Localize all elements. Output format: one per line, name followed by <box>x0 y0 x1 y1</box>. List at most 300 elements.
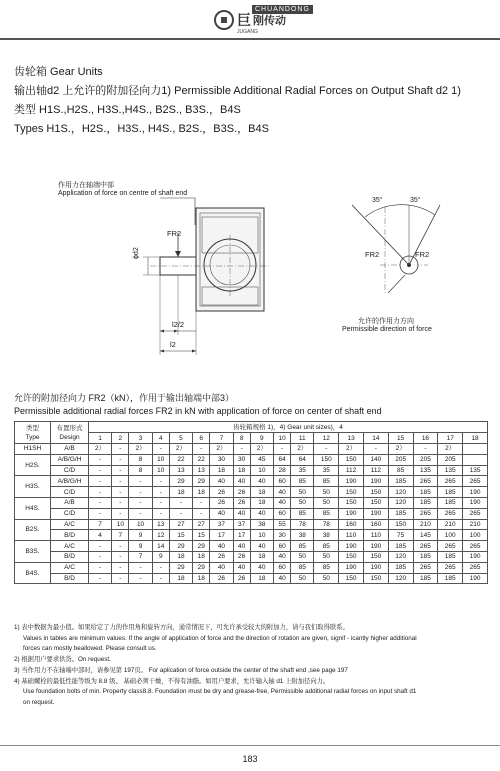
value-cell: 150 <box>363 497 388 508</box>
value-cell: 265 <box>413 476 438 487</box>
col-header-design-cn: 布置形式 <box>56 424 83 432</box>
size-header-cell: 11 <box>291 433 314 444</box>
value-cell: 40 <box>233 476 250 487</box>
size-header-cell: 17 <box>438 433 463 444</box>
value-cell: - <box>129 497 152 508</box>
page-header <box>0 0 500 40</box>
gearbox-drawing <box>0 175 500 375</box>
l2-half-label: l2/2 <box>172 320 185 329</box>
figure-caption-left-cn: 作用力在轴端中部 <box>58 182 114 189</box>
value-cell: 18 <box>193 487 210 498</box>
value-cell: - <box>129 476 152 487</box>
angle-right-label: 35° <box>410 197 421 204</box>
value-cell: - <box>169 497 192 508</box>
value-cell: 85 <box>291 541 314 552</box>
value-cell: 40 <box>210 508 233 519</box>
value-cell: 26 <box>210 497 233 508</box>
value-cell: 18 <box>169 573 192 584</box>
d2-label: ϕd2 <box>133 247 140 259</box>
value-cell: 85 <box>388 465 413 476</box>
design-cell: A/C <box>51 562 89 573</box>
value-cell: 190 <box>363 476 388 487</box>
value-cell: - <box>152 573 169 584</box>
note-3: 3) 当作用力不在轴端中部时，请参见第 197页。 For aplication of force outside the center of the shaft end ,see page 197 <box>14 666 348 674</box>
value-cell: 85 <box>314 508 339 519</box>
value-cell: - <box>193 508 210 519</box>
value-cell: 30 <box>210 454 233 465</box>
value-cell: 265 <box>463 476 488 487</box>
value-cell: 2） <box>210 444 233 455</box>
value-cell: 9 <box>152 551 169 562</box>
brand-name-cn2: 刚传动 <box>253 14 286 27</box>
value-cell: 85 <box>291 562 314 573</box>
type-cell: B2S. <box>15 519 51 541</box>
value-cell: - <box>169 508 192 519</box>
value-cell: 60 <box>273 476 290 487</box>
value-cell: 210 <box>438 519 463 530</box>
value-cell: 29 <box>169 476 192 487</box>
value-cell: - <box>129 508 152 519</box>
size-header-cell: 16 <box>413 433 438 444</box>
value-cell: 40 <box>210 541 233 552</box>
value-cell: - <box>152 444 169 455</box>
value-cell: - <box>112 487 129 498</box>
value-cell <box>463 444 488 455</box>
value-cell: - <box>112 476 129 487</box>
value-cell: 190 <box>463 497 488 508</box>
table-row <box>15 465 488 476</box>
size-header-cell: 1 <box>89 433 112 444</box>
figure-caption-right-en: Permissible direction of force <box>342 326 432 333</box>
title-line-2: 输出轴d2 上允许的附加径向力1) Permissible Additional Radial Forces on Output Shaft d2 1) <box>14 85 461 97</box>
note-1-en-b: forces can mostly beallowed. Please consult us. <box>23 645 157 653</box>
value-cell: 18 <box>169 551 192 562</box>
value-cell: 190 <box>363 541 388 552</box>
value-cell: - <box>89 551 112 562</box>
type-cell: H4S. <box>15 497 51 519</box>
value-cell: 2） <box>388 444 413 455</box>
value-cell: 190 <box>463 573 488 584</box>
value-cell: - <box>273 444 290 455</box>
value-cell: 120 <box>388 497 413 508</box>
value-cell: - <box>129 573 152 584</box>
design-cell: B/D <box>51 530 89 541</box>
value-cell: - <box>89 454 112 465</box>
value-cell: 78 <box>314 519 339 530</box>
value-cell: 29 <box>169 562 192 573</box>
title-line-3: 类型 H1S.,H2S., H3S.,H4S., B2S., B3S.，B4S <box>14 104 241 116</box>
value-cell: 2） <box>169 444 192 455</box>
type-cell: H3S. <box>15 476 51 498</box>
value-cell: 26 <box>233 497 250 508</box>
value-cell: 18 <box>193 551 210 562</box>
value-cell: 40 <box>210 476 233 487</box>
design-cell: A/B/G/H <box>51 476 89 487</box>
value-cell: 265 <box>438 476 463 487</box>
value-cell: 40 <box>250 562 273 573</box>
value-cell: 37 <box>210 519 233 530</box>
value-cell: 190 <box>339 508 364 519</box>
value-cell: 40 <box>233 541 250 552</box>
value-cell: 26 <box>210 487 233 498</box>
table-row <box>15 519 488 530</box>
value-cell: 18 <box>169 487 192 498</box>
brand-name-en: CHUANDONG <box>252 5 313 14</box>
note-1-cn: 1) 表中数据为最小值。如果给定了力的作用角和旋转方向，通常情况下，可允许承受较大的附加力，请与我们取得联系。 <box>14 624 349 631</box>
value-cell: 29 <box>193 476 210 487</box>
value-cell: 10 <box>129 519 152 530</box>
value-cell: 50 <box>291 497 314 508</box>
value-cell: 210 <box>413 519 438 530</box>
value-cell: - <box>413 444 438 455</box>
value-cell: 10 <box>152 465 169 476</box>
note-4-en-b: on request. <box>23 698 55 706</box>
value-cell: 150 <box>363 487 388 498</box>
value-cell: 40 <box>250 476 273 487</box>
value-cell: 265 <box>413 541 438 552</box>
value-cell: 13 <box>152 519 169 530</box>
value-cell: - <box>112 573 129 584</box>
value-cell: - <box>363 444 388 455</box>
size-header-cell: 6 <box>193 433 210 444</box>
value-cell: 40 <box>273 497 290 508</box>
value-cell: 185 <box>438 487 463 498</box>
note-1-en-a: Values in tables are minimum values. If the angle of application of force and the direction of rotation are given, signif - icantly higher additional <box>23 634 417 642</box>
value-cell: 265 <box>463 508 488 519</box>
value-cell: 26 <box>233 487 250 498</box>
value-cell: 100 <box>463 530 488 541</box>
size-header-cell: 15 <box>388 433 413 444</box>
value-cell: 28 <box>273 465 290 476</box>
value-cell: 10 <box>250 530 273 541</box>
value-cell: 26 <box>210 573 233 584</box>
value-cell: 40 <box>210 562 233 573</box>
value-cell: 190 <box>339 562 364 573</box>
value-cell: 150 <box>363 551 388 562</box>
value-cell: 40 <box>273 551 290 562</box>
value-cell: - <box>193 444 210 455</box>
value-cell: 140 <box>363 454 388 465</box>
value-cell: - <box>129 487 152 498</box>
title-block <box>14 63 461 139</box>
value-cell: 29 <box>193 562 210 573</box>
value-cell: 205 <box>413 454 438 465</box>
note-2: 2) 根据用户要求供货。On request. <box>14 656 111 664</box>
figure-caption-right-cn: 允许的作用力方向 <box>358 318 414 325</box>
table-row <box>15 487 488 498</box>
value-cell: - <box>152 562 169 573</box>
col-header-design <box>51 422 89 444</box>
angle-left-label: 35° <box>372 197 383 204</box>
type-cell: B3S. <box>15 541 51 563</box>
value-cell: 50 <box>291 487 314 498</box>
size-header-cell: 3 <box>129 433 152 444</box>
value-cell: 190 <box>363 562 388 573</box>
size-header-cell: 14 <box>363 433 388 444</box>
design-cell: A/B/G/H <box>51 454 89 465</box>
value-cell: 85 <box>314 476 339 487</box>
value-cell: 75 <box>388 530 413 541</box>
value-cell: 7 <box>112 530 129 541</box>
value-cell: 110 <box>363 530 388 541</box>
value-cell: 85 <box>314 541 339 552</box>
value-cell: 22 <box>169 454 192 465</box>
value-cell: 265 <box>438 562 463 573</box>
value-cell: 55 <box>273 519 290 530</box>
value-cell: 9 <box>129 530 152 541</box>
value-cell: 120 <box>388 551 413 562</box>
value-cell: 40 <box>250 508 273 519</box>
col-header-type <box>15 422 51 444</box>
value-cell: 14 <box>152 541 169 552</box>
table-body <box>15 444 488 584</box>
value-cell: 18 <box>250 551 273 562</box>
value-cell: 2） <box>438 444 463 455</box>
design-cell: C/D <box>51 508 89 519</box>
value-cell: - <box>152 476 169 487</box>
value-cell: 10 <box>112 519 129 530</box>
value-cell: 37 <box>233 519 250 530</box>
page-number: 183 <box>242 754 258 764</box>
table-row <box>15 530 488 541</box>
value-cell: 50 <box>314 551 339 562</box>
value-cell: 38 <box>314 530 339 541</box>
value-cell: - <box>112 465 129 476</box>
value-cell: 2） <box>291 444 314 455</box>
table-row <box>15 573 488 584</box>
value-cell: 18 <box>233 465 250 476</box>
value-cell: 64 <box>291 454 314 465</box>
fr2-left-label: FR2 <box>365 250 380 259</box>
value-cell: - <box>112 508 129 519</box>
figure-caption-left-en: Application of force on centre of shaft end <box>58 190 188 197</box>
size-header-cell: 7 <box>210 433 233 444</box>
value-cell: 15 <box>169 530 192 541</box>
design-cell: C/D <box>51 465 89 476</box>
value-cell: 29 <box>169 541 192 552</box>
size-header-cell: 2 <box>112 433 129 444</box>
value-cell: 29 <box>193 541 210 552</box>
type-cell: H2S. <box>15 454 51 476</box>
design-cell: A/B <box>51 444 89 455</box>
value-cell: 17 <box>233 530 250 541</box>
value-cell: - <box>129 562 152 573</box>
value-cell: 45 <box>250 454 273 465</box>
value-cell: - <box>112 444 129 455</box>
value-cell: 150 <box>339 551 364 562</box>
table-header-row <box>15 422 488 433</box>
value-cell: - <box>233 444 250 455</box>
value-cell: 40 <box>233 562 250 573</box>
value-cell: 150 <box>314 454 339 465</box>
value-cell: 18 <box>210 465 233 476</box>
value-cell: 265 <box>438 541 463 552</box>
value-cell: 150 <box>339 454 364 465</box>
design-cell: B/D <box>51 573 89 584</box>
section-heading-en: Permissible additional radial forces FR2 in kN with application of force on center of shaft end <box>14 406 382 416</box>
value-cell: 160 <box>363 519 388 530</box>
value-cell: 150 <box>388 519 413 530</box>
title-line-4: Types H1S.，H2S.，H3S., H4S., B2S.，B3S.，B4S <box>14 123 269 135</box>
value-cell: 50 <box>314 497 339 508</box>
brand-sub: JUGANG <box>237 29 258 35</box>
value-cell: 40 <box>233 508 250 519</box>
value-cell: 190 <box>339 541 364 552</box>
table-row <box>15 454 488 465</box>
value-cell: - <box>314 444 339 455</box>
brand-name-cn: 巨 <box>237 13 251 29</box>
logo-mark-icon <box>214 10 234 30</box>
value-cell: - <box>89 497 112 508</box>
value-cell: 35 <box>314 465 339 476</box>
value-cell: 190 <box>463 487 488 498</box>
value-cell: 9 <box>129 541 152 552</box>
value-cell: 185 <box>413 487 438 498</box>
note-4-cn: 4) 基础螺栓的最低性能等级为 8.8 级。 基础必须干燥，不得有油脂。如用户要求，允许输入轴 d1 上附加径向力。 <box>14 677 330 685</box>
table-row <box>15 444 488 455</box>
value-cell: 17 <box>210 530 233 541</box>
value-cell: 12 <box>152 530 169 541</box>
value-cell: 120 <box>388 487 413 498</box>
value-cell: 7 <box>89 519 112 530</box>
value-cell: 18 <box>193 573 210 584</box>
value-cell: 27 <box>193 519 210 530</box>
value-cell: 85 <box>314 562 339 573</box>
value-cell: 30 <box>233 454 250 465</box>
size-header-cell: 5 <box>169 433 192 444</box>
value-cell: 85 <box>291 508 314 519</box>
value-cell: - <box>89 562 112 573</box>
value-cell: 265 <box>438 508 463 519</box>
size-header-cell: 10 <box>273 433 290 444</box>
l2-label: l2 <box>170 340 176 349</box>
value-cell: 120 <box>388 573 413 584</box>
value-cell: 60 <box>273 508 290 519</box>
value-cell: - <box>112 551 129 562</box>
value-cell: 50 <box>291 573 314 584</box>
size-header-cell: 13 <box>339 433 364 444</box>
value-cell: 18 <box>250 573 273 584</box>
fr2-right-label: FR2 <box>415 250 430 259</box>
size-header-cell: 12 <box>314 433 339 444</box>
value-cell: 22 <box>193 454 210 465</box>
value-cell: 185 <box>388 476 413 487</box>
value-cell: 205 <box>388 454 413 465</box>
col-header-design-en: Design <box>59 433 80 441</box>
value-cell: 18 <box>250 497 273 508</box>
value-cell: - <box>112 541 129 552</box>
value-cell: 205 <box>438 454 463 465</box>
fr2-label: FR2 <box>167 229 182 238</box>
radial-force-table <box>14 421 488 584</box>
value-cell: 185 <box>438 497 463 508</box>
value-cell: - <box>89 573 112 584</box>
value-cell: 13 <box>193 465 210 476</box>
section-heading-cn: 允许的附加径向力 FR2（kN），作用于输出轴端中部3） <box>14 393 235 403</box>
value-cell: 50 <box>314 487 339 498</box>
design-cell: A/C <box>51 541 89 552</box>
value-cell: 190 <box>339 476 364 487</box>
col-header-type-cn: 类型 <box>26 424 39 432</box>
table-row <box>15 541 488 552</box>
value-cell: 150 <box>339 573 364 584</box>
value-cell: 135 <box>438 465 463 476</box>
note-4-en-a: Use foundation bolts of min. Property class8.8. Foundation must be dry and grease-free, Permissible additional radial forces on input shaft d1 <box>23 688 417 696</box>
value-cell: 26 <box>210 551 233 562</box>
value-cell: 185 <box>438 573 463 584</box>
design-cell: B/D <box>51 551 89 562</box>
value-cell: - <box>112 454 129 465</box>
value-cell: 60 <box>273 562 290 573</box>
value-cell: 40 <box>273 487 290 498</box>
value-cell: 185 <box>413 573 438 584</box>
value-cell: - <box>193 497 210 508</box>
value-cell: 210 <box>463 519 488 530</box>
value-cell: 185 <box>388 508 413 519</box>
value-cell: 15 <box>193 530 210 541</box>
value-cell: 160 <box>339 519 364 530</box>
value-cell: 150 <box>363 573 388 584</box>
value-cell: 150 <box>339 487 364 498</box>
value-cell: 4 <box>89 530 112 541</box>
value-cell: 40 <box>250 541 273 552</box>
brand-logo <box>214 6 310 35</box>
value-cell: - <box>152 508 169 519</box>
value-cell: 150 <box>339 497 364 508</box>
value-cell: 265 <box>413 508 438 519</box>
value-cell: 60 <box>273 541 290 552</box>
value-cell: 50 <box>314 573 339 584</box>
design-cell: A/C <box>51 519 89 530</box>
value-cell: 40 <box>273 573 290 584</box>
value-cell: 35 <box>291 465 314 476</box>
value-cell: - <box>89 541 112 552</box>
size-header-cell: 18 <box>463 433 488 444</box>
value-cell: 265 <box>463 541 488 552</box>
value-cell: - <box>112 497 129 508</box>
value-cell: 185 <box>388 562 413 573</box>
value-cell: 100 <box>438 530 463 541</box>
table-row <box>15 551 488 562</box>
value-cell: - <box>89 508 112 519</box>
col-header-type-en: Type <box>25 433 40 441</box>
value-cell: - <box>112 562 129 573</box>
value-cell: 38 <box>250 519 273 530</box>
footnotes <box>14 623 494 709</box>
value-cell: 78 <box>291 519 314 530</box>
design-cell: A/B <box>51 497 89 508</box>
value-cell: 18 <box>250 487 273 498</box>
table-row <box>15 508 488 519</box>
value-cell: 135 <box>413 465 438 476</box>
value-cell: 7 <box>129 551 152 562</box>
value-cell: 38 <box>291 530 314 541</box>
value-cell: 26 <box>233 573 250 584</box>
value-cell: 64 <box>273 454 290 465</box>
table-row <box>15 562 488 573</box>
value-cell: - <box>152 497 169 508</box>
value-cell: 185 <box>413 551 438 562</box>
type-cell: H1SH <box>15 444 51 455</box>
value-cell: 2） <box>89 444 112 455</box>
value-cell: 2） <box>339 444 364 455</box>
value-cell: 265 <box>463 562 488 573</box>
value-cell: 10 <box>152 454 169 465</box>
value-cell: 135 <box>463 465 488 476</box>
value-cell: - <box>89 487 112 498</box>
value-cell: 10 <box>250 465 273 476</box>
footer-rule <box>0 745 500 746</box>
